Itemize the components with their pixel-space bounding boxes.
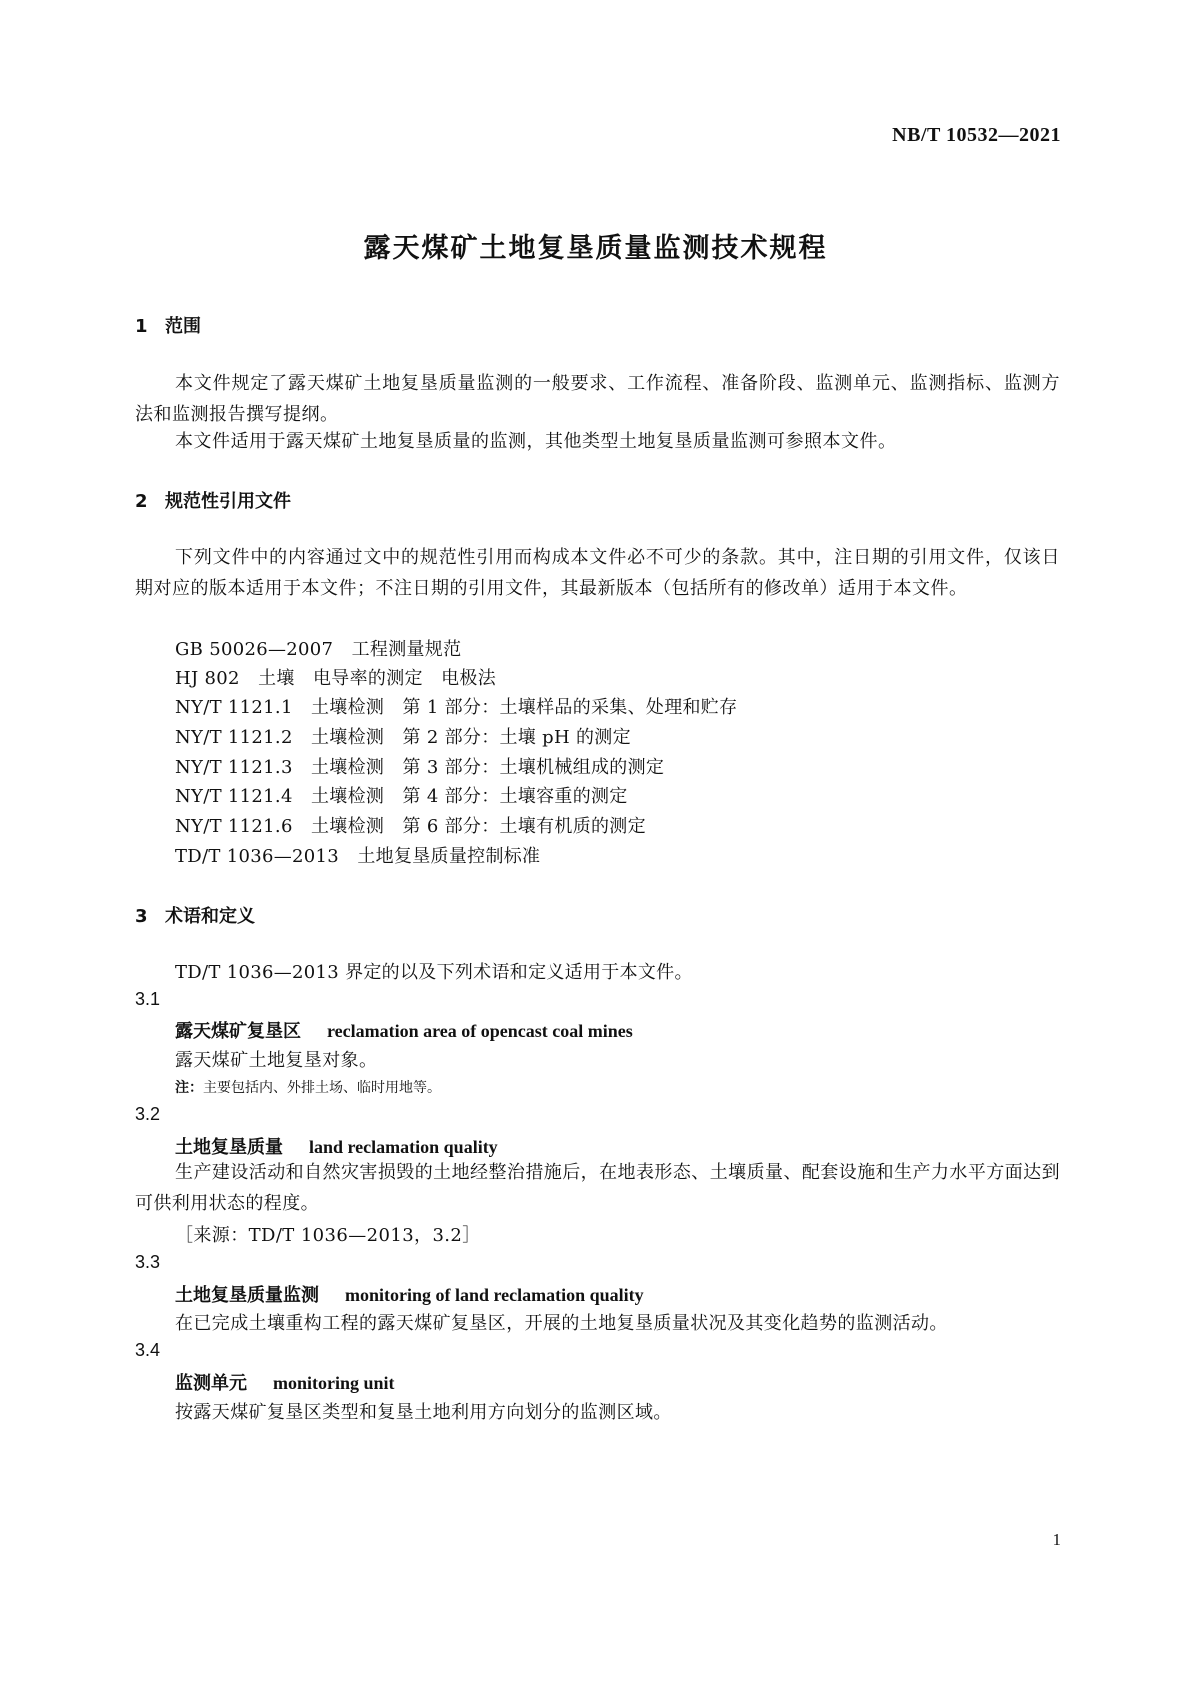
term-number: 3.2: [135, 1104, 161, 1124]
term-chinese: 土地复垦质量: [175, 1137, 283, 1158]
reference-item: HJ 802 土壤 电导率的测定 电极法: [175, 668, 496, 689]
term-heading: [175, 1017, 633, 1043]
term-english: monitoring unit: [273, 1373, 395, 1393]
section-heading-scope: [135, 312, 201, 338]
scope-paragraph-2: 本文件适用于露天煤矿土地复垦质量的监测，其他类型土地复垦质量监测可参照本文件。: [175, 431, 897, 452]
reference-item: NY/T 1121.3 土壤检测 第 3 部分：土壤机械组成的测定: [175, 757, 665, 778]
section-heading-terms: [135, 902, 255, 928]
section-title: 规范性引用文件: [165, 491, 291, 512]
term-heading: [175, 1369, 395, 1395]
standard-code: NB/T 10532—2021: [892, 124, 1061, 146]
section-number: 1: [135, 316, 148, 337]
term-english: monitoring of land reclamation quality: [345, 1285, 644, 1305]
term-source: ［来源：TD/T 1036—2013，3.2］: [175, 1225, 481, 1246]
term-english: land reclamation quality: [309, 1137, 498, 1157]
term-definition: 在已完成土壤重构工程的露天煤矿复垦区，开展的土地复垦质量状况及其变化趋势的监测活动。: [175, 1313, 948, 1334]
reference-item: TD/T 1036—2013 土地复垦质量控制标准: [175, 846, 541, 867]
document-title: 露天煤矿土地复垦质量监测技术规程: [363, 233, 828, 264]
term-number: 3.4: [135, 1340, 161, 1360]
term-number: 3.3: [135, 1252, 161, 1272]
section-title: 术语和定义: [165, 906, 255, 927]
term-definition: 露天煤矿土地复垦对象。: [175, 1050, 378, 1071]
section-number: 3: [135, 906, 148, 927]
term-chinese: 监测单元: [175, 1373, 247, 1394]
scope-paragraph-1: 本文件规定了露天煤矿土地复垦质量监测的一般要求、工作流程、准备阶段、监测单元、监测指标、监测方法和监测报告撰写提纲。: [135, 373, 1060, 425]
term-heading: [175, 1133, 498, 1159]
term-definition: 生产建设活动和自然灾害损毁的土地经整治措施后，在地表形态、土壤质量、配套设施和生产力水平方面达到可供利用状态的程度。: [135, 1162, 1060, 1214]
reference-item: GB 50026—2007 工程测量规范: [175, 639, 462, 660]
term-chinese: 露天煤矿复垦区: [175, 1021, 301, 1042]
note-text: 主要包括内、外排土场、临时用地等。: [203, 1080, 441, 1096]
reference-item: NY/T 1121.6 土壤检测 第 6 部分：土壤有机质的测定: [175, 816, 646, 837]
reference-item: NY/T 1121.2 土壤检测 第 2 部分：土壤 pH 的测定: [175, 727, 631, 748]
section-number: 2: [135, 491, 148, 512]
references-intro-paragraph: 下列文件中的内容通过文中的规范性引用而构成本文件必不可少的条款。其中，注日期的引用文件，仅该日期对应的版本适用于本文件；不注日期的引用文件，其最新版本（包括所有的修改单）适用于本文件。: [135, 547, 1060, 599]
term-english: reclamation area of opencast coal mines: [327, 1021, 633, 1041]
reference-item: NY/T 1121.4 土壤检测 第 4 部分：土壤容重的测定: [175, 786, 628, 807]
note-label: 注：: [175, 1080, 203, 1096]
term-definition: 按露天煤矿复垦区类型和复垦土地利用方向划分的监测区域。: [175, 1402, 672, 1423]
terms-intro: TD/T 1036—2013 界定的以及下列术语和定义适用于本文件。: [175, 962, 693, 983]
section-heading-normative-references: [135, 487, 291, 513]
term-heading: [175, 1281, 644, 1307]
term-note: [175, 1077, 441, 1097]
reference-item: NY/T 1121.1 土壤检测 第 1 部分：土壤样品的采集、处理和贮存: [175, 697, 738, 718]
section-title: 范围: [165, 316, 201, 337]
page-number: 1: [1052, 1530, 1061, 1549]
term-chinese: 土地复垦质量监测: [175, 1285, 319, 1306]
term-number: 3.1: [135, 989, 161, 1009]
